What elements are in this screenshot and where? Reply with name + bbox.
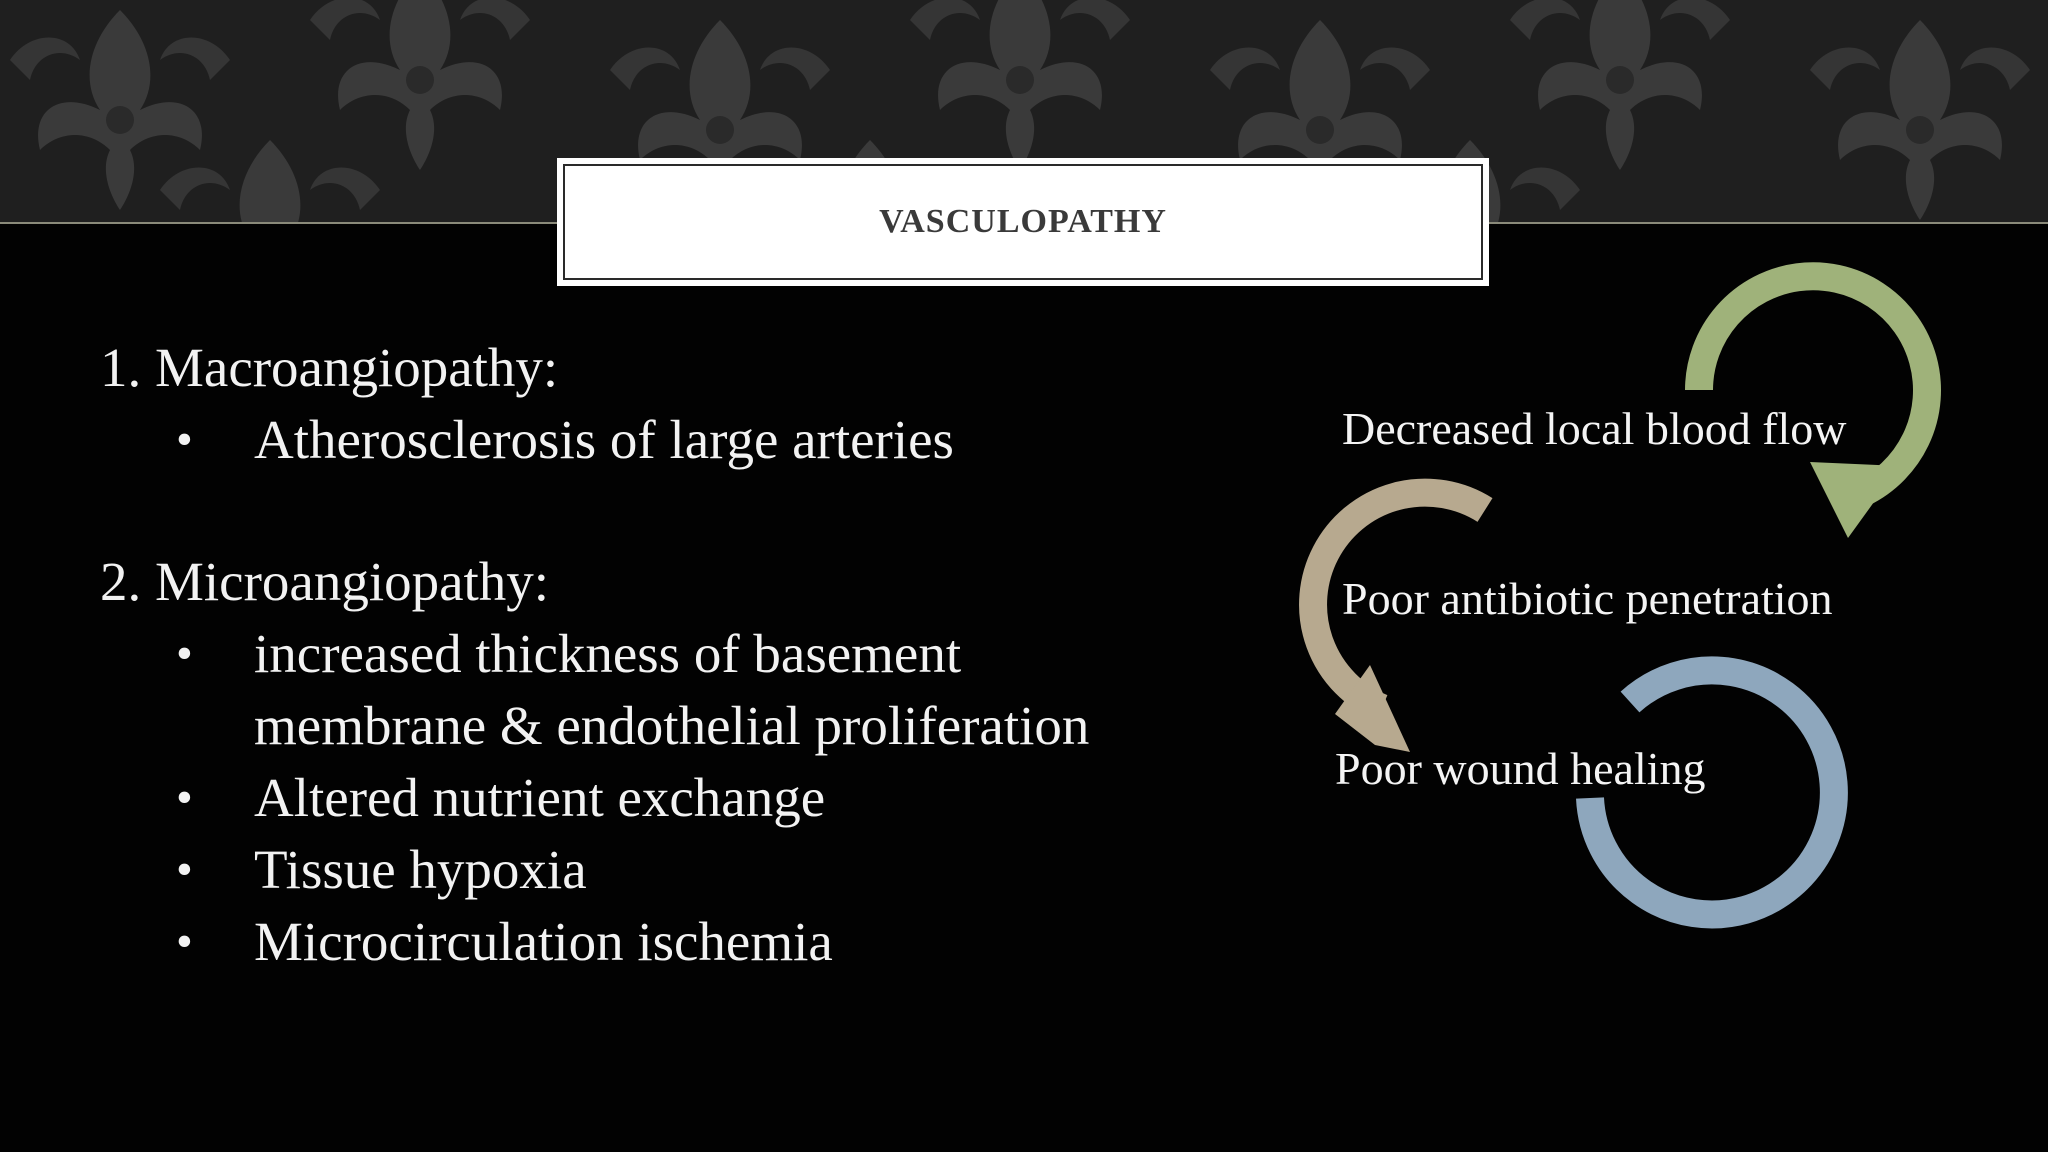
macro-bullet-list [100, 404, 1250, 476]
section-heading-micro: 2. Microangiopathy: [100, 551, 550, 612]
bullet-icon: • [176, 771, 193, 824]
section-heading-macro: 1. Macroangiopathy: [100, 337, 559, 398]
bullet-icon: • [176, 627, 193, 680]
list-item [100, 834, 1250, 906]
list-item [100, 762, 1250, 834]
bullet-icon: • [176, 413, 193, 466]
micro-bullet-list [100, 618, 1250, 978]
bullet-text: Tissue hypoxia [254, 839, 587, 900]
bullet-text: Atherosclerosis of large arteries [254, 409, 954, 470]
bullet-icon: • [176, 843, 193, 896]
slide-title: VASCULOPATHY [879, 203, 1167, 240]
cycle-label-antibiotic: Poor antibiotic penetration [1342, 573, 1833, 624]
bullet-text: increased thickness of basement [254, 623, 962, 684]
list-item [100, 906, 1250, 978]
bullet-text: Altered nutrient exchange [254, 767, 826, 828]
cycle-label-wound-healing: Poor wound healing [1335, 743, 1706, 794]
slide-content [100, 332, 1250, 978]
cycle-label-blood-flow: Decreased local blood flow [1342, 403, 1847, 454]
bullet-text: Microcirculation ischemia [254, 911, 833, 972]
green-arrowhead-icon [1810, 462, 1900, 538]
bullet-icon: • [176, 915, 193, 968]
cycle-diagram [1240, 240, 2000, 960]
list-item [100, 618, 1250, 690]
list-item-continuation [100, 690, 1250, 762]
bullet-text: membrane & endothelial proliferation [254, 695, 1090, 756]
list-item [100, 404, 1250, 476]
